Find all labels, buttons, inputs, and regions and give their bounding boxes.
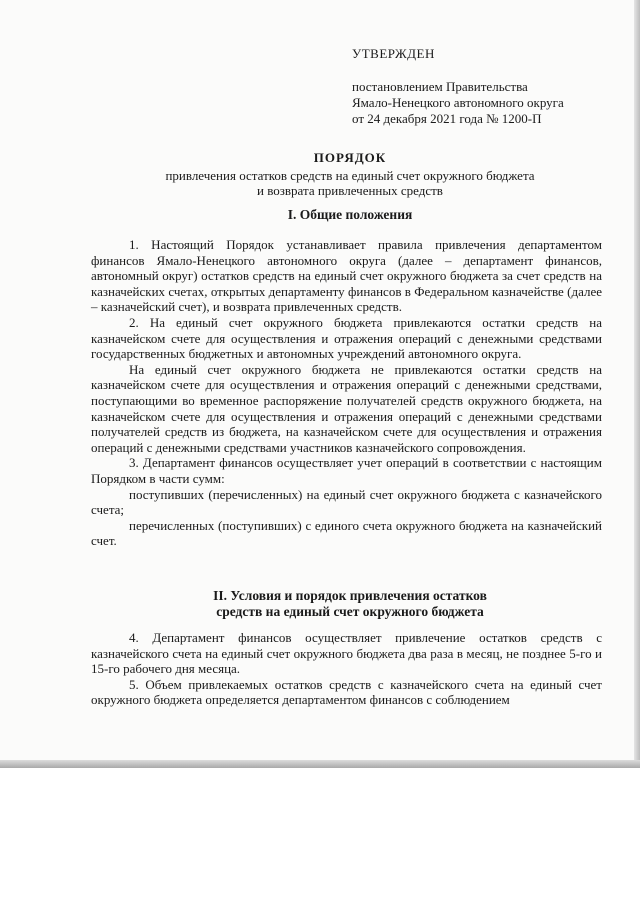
paragraph-2: 2. На единый счет окружного бюджета привлекаются остатки средств на казначейском счете для осуществления и отражения операций с денежными средствами государственных бюджетных и автономных учреждений автономного округа. bbox=[91, 314, 602, 362]
approval-line: постановлением Правительства bbox=[352, 79, 528, 94]
approval-line: Ямало-Ненецкого автономного округа bbox=[352, 95, 564, 110]
document-title-subline: привлечения остатков средств на единый счет окружного бюджета bbox=[165, 168, 535, 183]
section-2-body bbox=[91, 630, 602, 708]
section-heading-line: II. Условия и порядок привлечения остатков bbox=[213, 588, 487, 603]
paragraph-4: 4. Департамент финансов осуществляет привлечение остатков средств с казначейского счета на единый счет окружного бюджета два раза в месяц, не позднее 5-го и 15-го рабочего дня месяца. bbox=[91, 630, 602, 677]
section-heading-line: средств на единый счет окружного бюджета bbox=[216, 604, 484, 619]
section-heading-line: I. Общие положения bbox=[287, 207, 413, 222]
paragraph-2-continued: На единый счет окружного бюджета не привлекаются остатки средств на казначейском счете для осуществления и отражения операций с денежными средствами, поступающими во временное распоряжение получателей средств окружного бюджета, на казначейском счете для осуществления и отражения операций с денежными средствами получателей средств из бюджета, на казначейском счете для осуществления и отражения операций с денежными средствами участников казначейского сопровождения. bbox=[91, 361, 602, 455]
paragraph-5: 5. Объем привлекаемых остатков средств с казначейского счета на единый счет окружного бюджета определяется департаментом финансов с соблюдением bbox=[91, 676, 602, 708]
approval-heading: УТВЕРЖДЕН bbox=[352, 46, 435, 61]
paragraph-1: 1. Настоящий Порядок устанавливает правила привлечения департаментом финансов Ямало-Ненецкого автономного округа (далее – департамент финансов, автономный округ) остатков средств на единый счет окружного бюджета за счет средств на казначейских счетах, открытых департаменту финансов в Федеральном казначействе (далее – казначейский счет), и возврата привлеченных средств. bbox=[91, 237, 602, 315]
approval-line: от 24 декабря 2021 года № 1200-П bbox=[352, 111, 542, 126]
scan-edge-bottom bbox=[0, 760, 640, 768]
paragraph-3-item-2: перечисленных (поступивших) с единого счета окружного бюджета на казначейский счет. bbox=[91, 517, 602, 549]
document-title bbox=[90, 150, 610, 198]
section-heading-1 bbox=[90, 207, 610, 223]
section-1-body bbox=[91, 237, 602, 549]
paragraph-3: 3. Департамент финансов осуществляет учет операций в соответствии с настоящим Порядком в части сумм: bbox=[91, 455, 602, 486]
document-title-subline: и возврата привлеченных средств bbox=[257, 183, 443, 198]
document-title-main: ПОРЯДОК bbox=[313, 150, 387, 165]
paragraph-3-item-1: поступивших (перечисленных) на единый счет окружного бюджета с казначейского счета; bbox=[91, 486, 602, 518]
section-heading-2 bbox=[90, 588, 610, 620]
approval-stamp-block bbox=[352, 46, 564, 127]
scan-edge-right bbox=[634, 0, 640, 768]
